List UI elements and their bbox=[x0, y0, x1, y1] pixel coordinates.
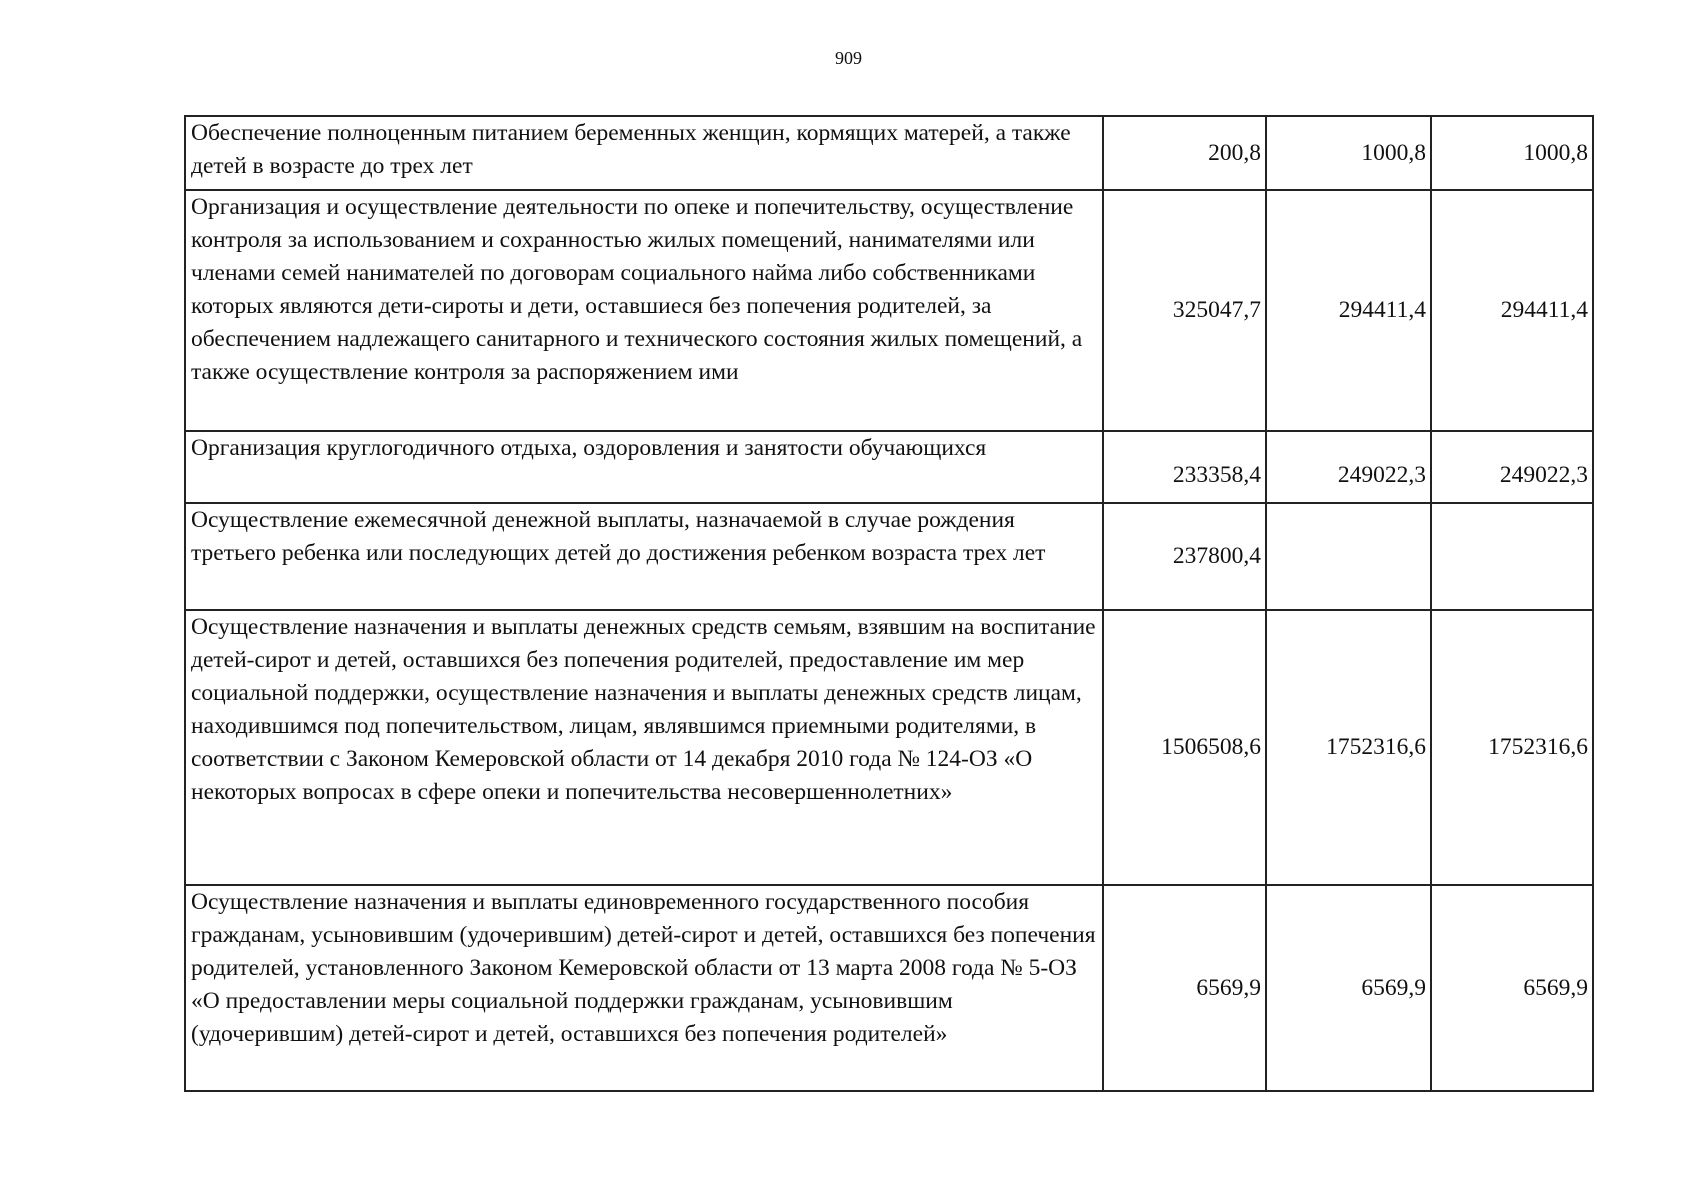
row-value-1: 1506508,6 bbox=[1103, 610, 1266, 885]
page-number: 909 bbox=[835, 48, 862, 68]
row-value-2: 249022,3 bbox=[1266, 431, 1431, 503]
row-description: Организация круглогодичного отдыха, оздоровления и занятости обучающихся bbox=[185, 431, 1103, 503]
row-value-1: 6569,9 bbox=[1103, 885, 1266, 1091]
row-value-2: 1752316,6 bbox=[1266, 610, 1431, 885]
table-row bbox=[185, 190, 1593, 431]
row-description: Обеспечение полноценным питанием беременных женщин, кормящих матерей, а также детей в возрасте до трех лет bbox=[185, 116, 1103, 190]
row-value-3: 6569,9 bbox=[1431, 885, 1593, 1091]
row-value-3 bbox=[1431, 503, 1593, 610]
table-row bbox=[185, 610, 1593, 885]
table-row bbox=[185, 431, 1593, 503]
row-value-2: 1000,8 bbox=[1266, 116, 1431, 190]
table-row bbox=[185, 503, 1593, 610]
row-description: Осуществление ежемесячной денежной выплаты, назначаемой в случае рождения третьего ребенка или последующих детей до достижения ребенком возраста трех лет bbox=[185, 503, 1103, 610]
row-value-1: 200,8 bbox=[1103, 116, 1266, 190]
row-value-3: 1752316,6 bbox=[1431, 610, 1593, 885]
row-value-2: 294411,4 bbox=[1266, 190, 1431, 431]
row-value-3: 249022,3 bbox=[1431, 431, 1593, 503]
row-value-2: 6569,9 bbox=[1266, 885, 1431, 1091]
row-description: Осуществление назначения и выплаты единовременного государственного пособия гражданам, усыновившим (удочерившим) детей-сирот и детей, оставшихся без попечения родителей, установленного Законом Кемеровской области от 13 марта 2008 года № 5-ОЗ «О предоставлении меры социальной поддержки гражданам, усыновившим (удочерившим) детей-сирот и детей, оставшихся без попечения родителей» bbox=[185, 885, 1103, 1091]
row-value-3: 294411,4 bbox=[1431, 190, 1593, 431]
table-row bbox=[185, 116, 1593, 190]
budget-table bbox=[184, 115, 1594, 1092]
row-description: Осуществление назначения и выплаты денежных средств семьям, взявшим на воспитание детей-сирот и детей, оставшихся без попечения родителей, предоставление им мер социальной поддержки, осуществление назначения и выплаты денежных средств лицам, находившимся под попечительством, лицам, являвшимся приемными родителями, в соответствии с Законом Кемеровской области от 14 декабря 2010 года № 124-ОЗ «О некоторых вопросах в сфере опеки и попечительства несовершеннолетних» bbox=[185, 610, 1103, 885]
row-value-1: 237800,4 bbox=[1103, 503, 1266, 610]
row-value-2 bbox=[1266, 503, 1431, 610]
row-value-3: 1000,8 bbox=[1431, 116, 1593, 190]
table-row bbox=[185, 885, 1593, 1091]
row-value-1: 325047,7 bbox=[1103, 190, 1266, 431]
row-description: Организация и осуществление деятельности по опеке и попечительству, осуществление контроля за использованием и сохранностью жилых помещений, нанимателями или членами семей нанимателей по договорам социального найма либо собственниками которых являются дети-сироты и дети, оставшиеся без попечения родителей, за обеспечением надлежащего санитарного и технического состояния жилых помещений, а также осуществление контроля за распоряжением ими bbox=[185, 190, 1103, 431]
row-value-1: 233358,4 bbox=[1103, 431, 1266, 503]
